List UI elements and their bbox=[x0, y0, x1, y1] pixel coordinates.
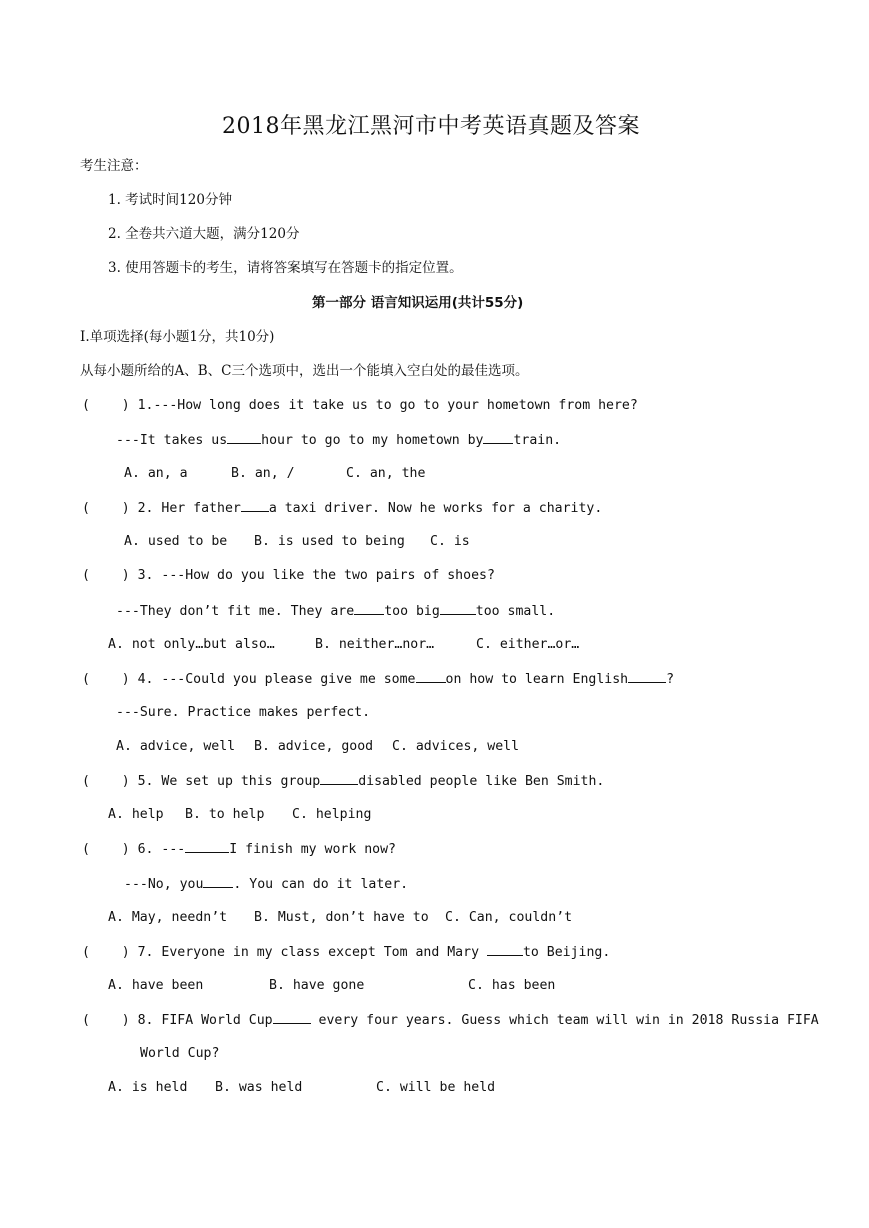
option-b: B. is used to being bbox=[254, 534, 405, 549]
part-heading: 第一部分 语言知识运用(共计55分) bbox=[312, 295, 524, 311]
question-2 bbox=[82, 499, 602, 518]
question-8 bbox=[82, 1011, 819, 1030]
notice-item-1: 1. 考试时间120分钟 bbox=[108, 192, 232, 208]
answer-blank bbox=[416, 670, 446, 683]
question-stem: disabled people like Ben Smith. bbox=[358, 774, 605, 789]
question-6 bbox=[82, 840, 396, 859]
option-b: B. advice, good bbox=[254, 739, 374, 754]
option-a: A. advice, well bbox=[116, 739, 236, 754]
question-3-dialog bbox=[116, 602, 555, 621]
option-c: C. helping bbox=[292, 807, 372, 822]
question-5 bbox=[82, 772, 604, 791]
option-b: B. Must, don’t have to bbox=[254, 910, 429, 925]
question-stem: Her father bbox=[161, 501, 241, 516]
answer-blank bbox=[185, 840, 229, 853]
section-instruction: 从每小题所给的A、B、C三个选项中，选出一个能填入空白处的最佳选项。 bbox=[80, 363, 529, 379]
answer-blank bbox=[227, 431, 261, 444]
answer-blank bbox=[487, 943, 523, 956]
question-1-dialog bbox=[116, 431, 561, 450]
question-stem: --- bbox=[161, 842, 186, 857]
question-stem: to Beijing. bbox=[522, 945, 611, 960]
option-a: A. is held bbox=[108, 1080, 188, 1095]
answer-blank bbox=[628, 670, 666, 683]
option-b: B. to help bbox=[185, 807, 265, 822]
option-b: B. have gone bbox=[269, 978, 365, 993]
question-stem: a taxi driver. Now he works for a charity. bbox=[268, 501, 603, 516]
dialog-text: ---They don’t fit me. They are bbox=[116, 604, 355, 619]
question-stem: We set up this group bbox=[161, 774, 321, 789]
answer-blank bbox=[440, 602, 476, 615]
answer-blank bbox=[483, 431, 513, 444]
question-prefix: ( ) 4. bbox=[82, 672, 154, 687]
option-c: C. has been bbox=[468, 978, 556, 993]
question-prefix: ( ) 8. bbox=[82, 1013, 154, 1028]
question-8-continuation: World Cup? bbox=[140, 1046, 220, 1061]
dialog-text: train. bbox=[513, 433, 562, 448]
answer-blank bbox=[354, 602, 384, 615]
option-c: C. either…or… bbox=[476, 637, 580, 652]
question-stem: I finish my work now? bbox=[229, 842, 396, 857]
notice-item-3: 3. 使用答题卡的考生，请将答案填写在答题卡的指定位置。 bbox=[108, 260, 463, 276]
answer-blank bbox=[203, 875, 233, 888]
option-a: A. have been bbox=[108, 978, 204, 993]
option-a: A. used to be bbox=[124, 534, 228, 549]
option-c: C. will be held bbox=[376, 1080, 496, 1095]
question-4 bbox=[82, 670, 674, 689]
question-prefix: ( ) 5. bbox=[82, 774, 154, 789]
question-stem: Everyone in my class except Tom and Mary bbox=[161, 945, 487, 960]
question-stem: every four years. Guess which team will win in 2018 Russia FIFA bbox=[310, 1013, 819, 1028]
question-stem: ---Could you please give me some bbox=[161, 672, 416, 687]
option-b: B. was held bbox=[215, 1080, 303, 1095]
dialog-text: ---It takes us bbox=[116, 433, 228, 448]
option-c: C. an, the bbox=[346, 466, 426, 481]
option-c: C. is bbox=[430, 534, 470, 549]
question-1 bbox=[82, 397, 638, 415]
question-stem: ---How do you like the two pairs of shoes? bbox=[161, 568, 495, 583]
answer-blank bbox=[320, 772, 358, 785]
option-b: B. an, / bbox=[231, 466, 295, 481]
question-stem: on how to learn English bbox=[445, 672, 629, 687]
question-stem: FIFA World Cup bbox=[161, 1013, 273, 1028]
question-prefix: ( ) 2. bbox=[82, 501, 154, 516]
section-heading: Ⅰ.单项选择(每小题1分，共10分) bbox=[80, 329, 275, 345]
dialog-text: hour to go to my hometown by bbox=[261, 433, 484, 448]
option-a: A. not only…but also… bbox=[108, 637, 275, 652]
option-a: A. help bbox=[108, 807, 164, 822]
page-title: 2018年黑龙江黑河市中考英语真题及答案 bbox=[222, 114, 640, 139]
answer-blank bbox=[241, 499, 269, 512]
notice-heading: 考生注意： bbox=[80, 158, 148, 174]
question-3 bbox=[82, 567, 495, 585]
question-prefix: ( ) 1. bbox=[82, 398, 154, 413]
dialog-text: ---No, you bbox=[124, 877, 204, 892]
answer-blank bbox=[273, 1011, 311, 1024]
option-c: C. advices, well bbox=[392, 739, 520, 754]
question-4-dialog: ---Sure. Practice makes perfect. bbox=[116, 705, 371, 720]
question-7 bbox=[82, 943, 610, 962]
dialog-text: too small. bbox=[475, 604, 556, 619]
option-b: B. neither…nor… bbox=[315, 637, 435, 652]
dialog-text: too big bbox=[384, 604, 440, 619]
question-prefix: ( ) 7. bbox=[82, 945, 154, 960]
question-prefix: ( ) 6. bbox=[82, 842, 154, 857]
notice-item-2: 2. 全卷共六道大题，满分120分 bbox=[108, 226, 300, 242]
option-a: A. an, a bbox=[124, 466, 188, 481]
question-6-dialog bbox=[124, 875, 408, 894]
question-prefix: ( ) 3. bbox=[82, 568, 154, 583]
dialog-text: . You can do it later. bbox=[233, 877, 409, 892]
option-c: C. Can, couldn’t bbox=[445, 910, 573, 925]
question-stem: ? bbox=[666, 672, 675, 687]
question-stem: ---How long does it take us to go to your hometown from here? bbox=[153, 398, 638, 413]
option-a: A. May, needn’t bbox=[108, 910, 228, 925]
